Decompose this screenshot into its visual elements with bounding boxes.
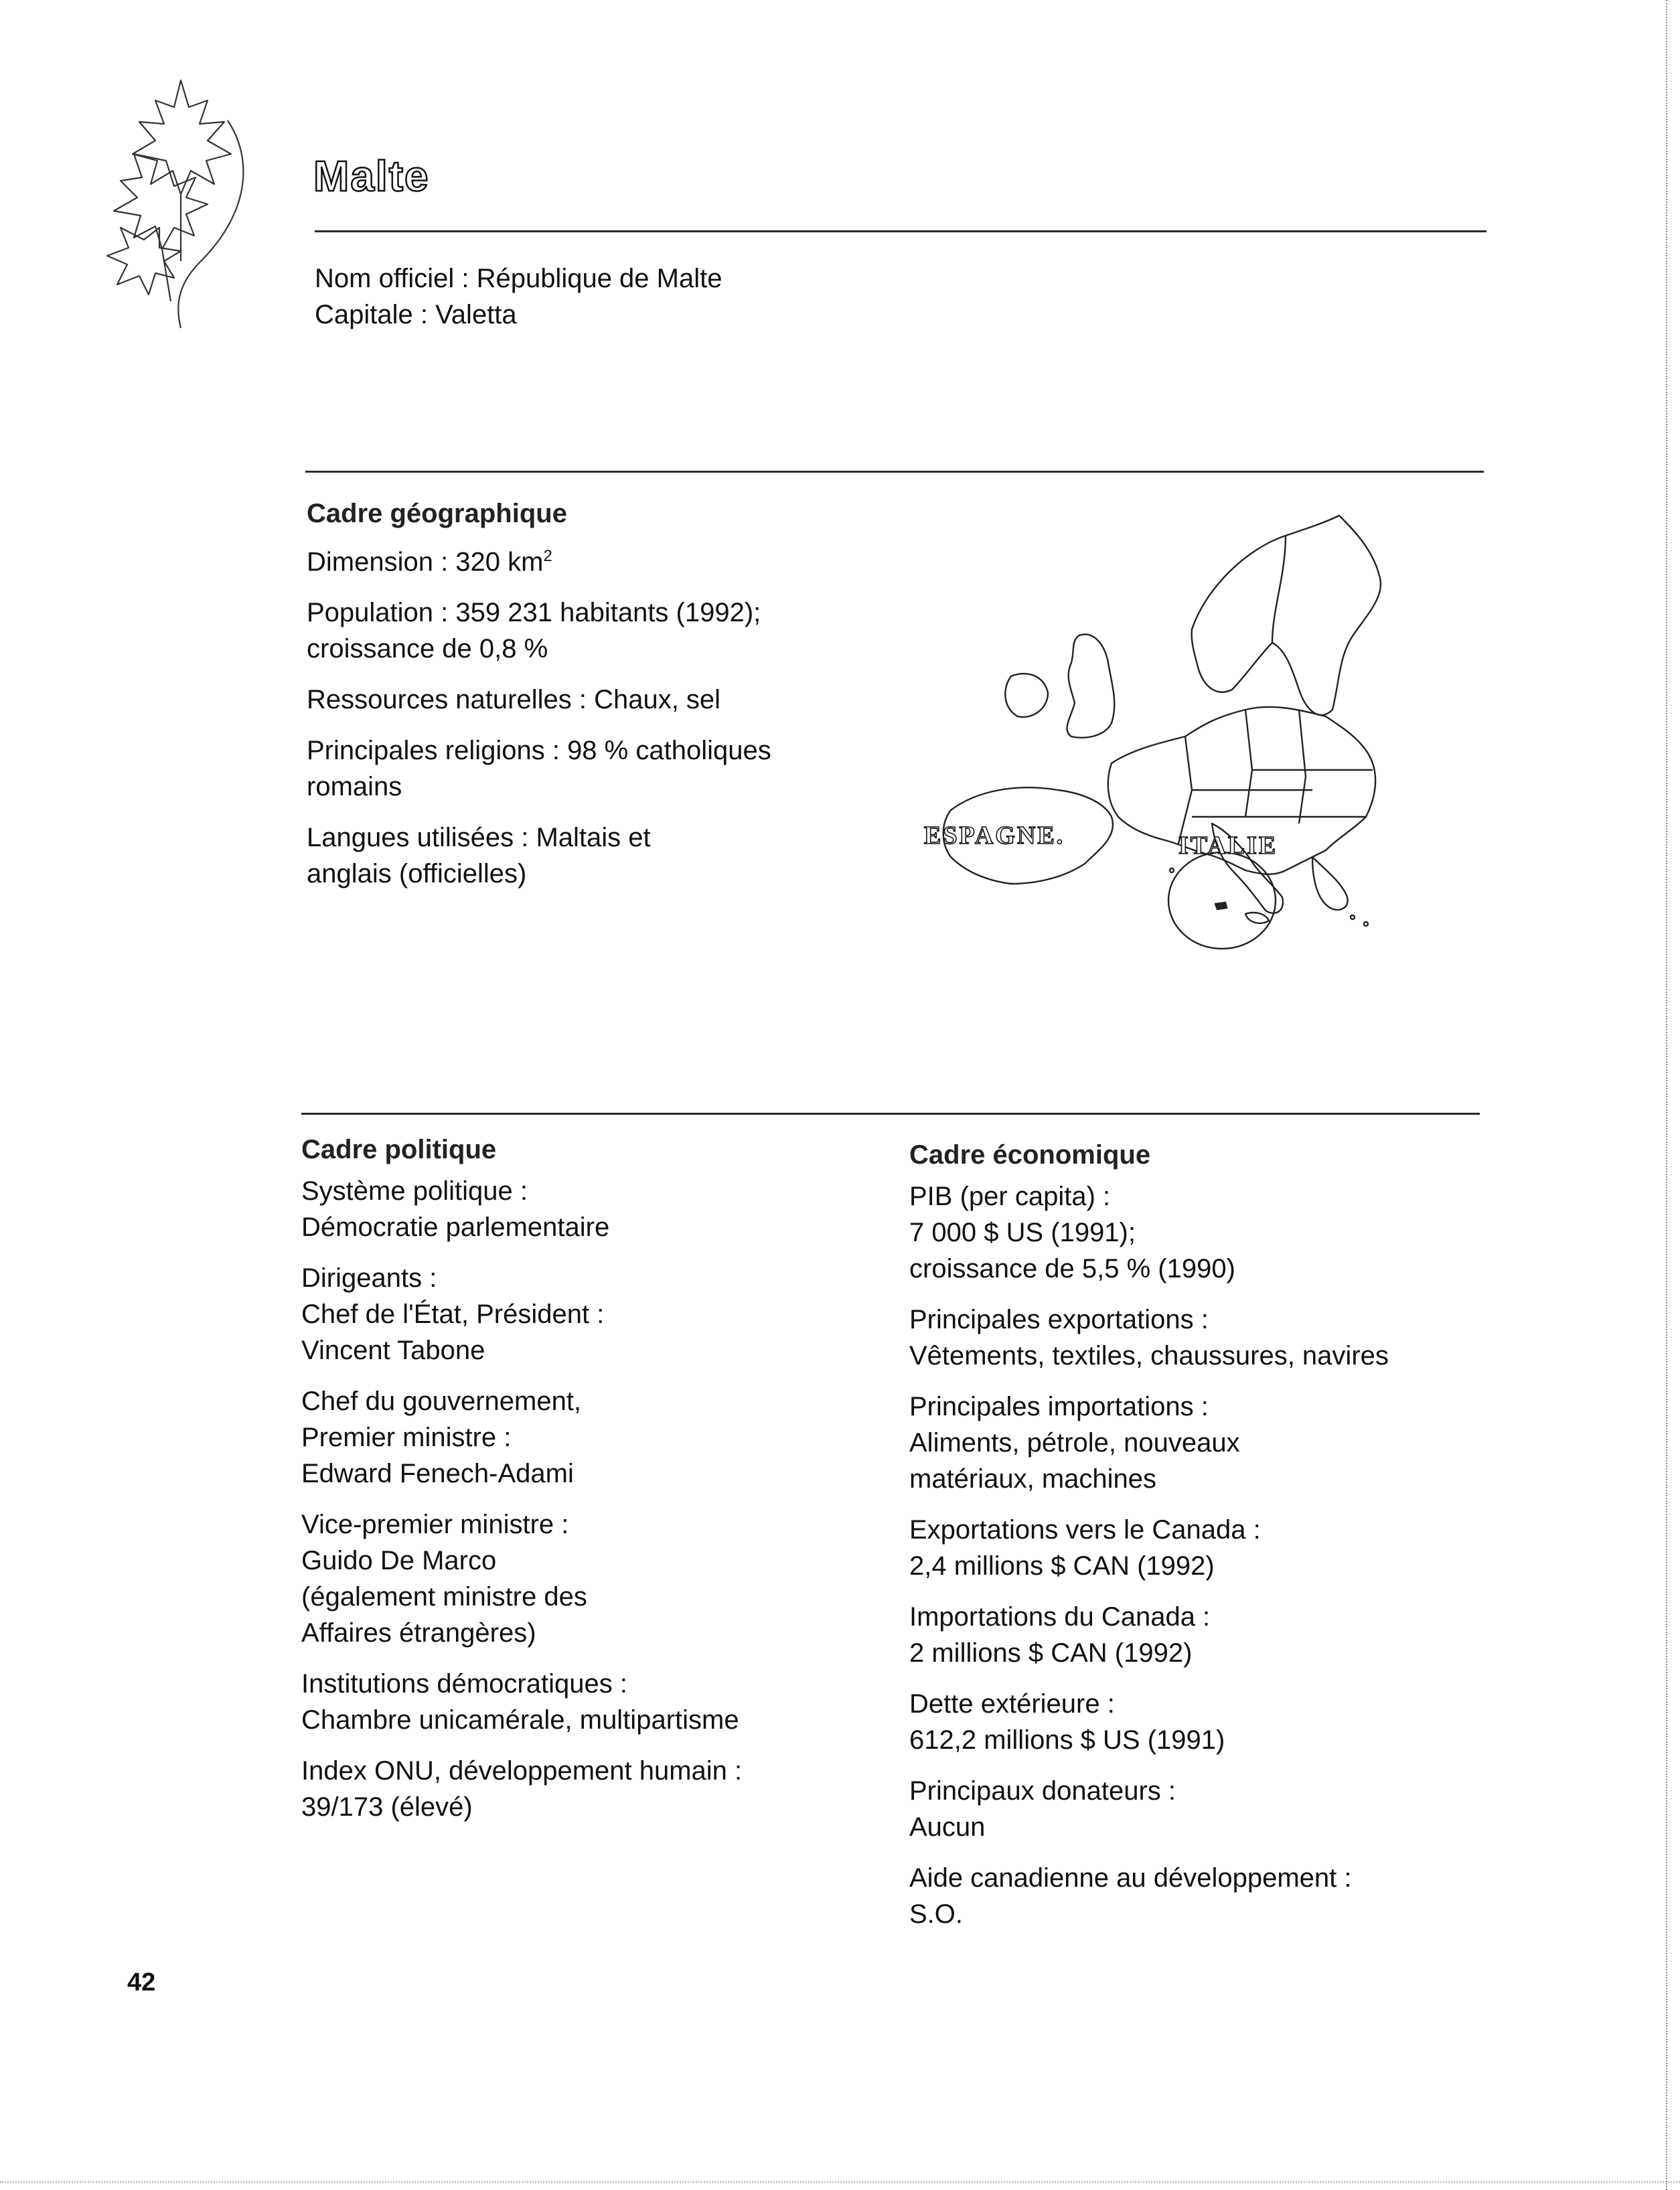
imports-canada-label: Importations du Canada : (909, 1602, 1211, 1632)
dimension-text: Dimension : 320 km (307, 547, 544, 577)
languages (307, 819, 771, 892)
languages-line-2: anglais (officielles) (307, 859, 527, 889)
geo-heading: Cadre géographique (307, 499, 567, 528)
deputy-value: Guido De Marco (301, 1546, 497, 1575)
leaders-label: Dirigeants : (301, 1263, 437, 1293)
imports-value-1: Aliments, pétrole, nouveaux (909, 1428, 1240, 1458)
gdp (909, 1178, 1389, 1287)
main-exports (909, 1302, 1389, 1374)
religions (307, 732, 771, 805)
main-imports (909, 1389, 1389, 1497)
exports-value: Vêtements, textiles, chaussures, navires (909, 1341, 1389, 1371)
main-donors (909, 1773, 1389, 1845)
population-line-1: Population : 359 231 habitants (1992); (307, 598, 761, 628)
deputy-note-1: (également ministre des (301, 1582, 587, 1612)
institutions-label: Institutions démocratiques : (301, 1669, 627, 1699)
uk-outline (1067, 634, 1115, 737)
institutions (301, 1666, 742, 1738)
exports-label: Principales exportations : (909, 1305, 1209, 1334)
page-title: Malte (313, 152, 430, 200)
institutions-value: Chambre unicamérale, multipartisme (301, 1705, 739, 1735)
political-system-value: Démocratie parlementaire (301, 1213, 610, 1242)
head-of-government (301, 1383, 742, 1492)
languages-line-1: Langues utilisées : Maltais et (307, 823, 651, 853)
scandinavia-outline (1192, 516, 1381, 715)
undp-value: 39/173 (élevé) (301, 1792, 473, 1822)
geo-divider (305, 471, 1484, 473)
external-debt (909, 1686, 1389, 1758)
head-of-state-label: Chef de l'État, Président : (301, 1300, 605, 1329)
undp-label: Index ONU, développement humain : (301, 1756, 743, 1786)
political-system (301, 1173, 742, 1245)
page-number: 42 (127, 1968, 156, 1997)
deputy-label: Vice-premier ministre : (301, 1510, 569, 1539)
aid-value: S.O. (909, 1899, 964, 1929)
ireland-outline (1005, 674, 1048, 717)
scan-edge-bottom (0, 2181, 1680, 2184)
aid-label: Aide canadienne au développement : (909, 1863, 1352, 1893)
map-label-spain: ESPAGNE. (924, 822, 1065, 850)
deputy-prime-minister (301, 1506, 742, 1651)
capital: Capitale : Valetta (315, 300, 517, 329)
population-line-2: croissance de 0,8 % (307, 634, 548, 664)
islands-dots-3 (1170, 868, 1174, 872)
scan-edge-right (1666, 0, 1669, 2190)
head-of-gov-line-2: Premier ministre : (301, 1423, 512, 1452)
exports-canada-label: Exportations vers le Canada : (909, 1515, 1261, 1545)
maple-leaf-logo (80, 60, 281, 341)
lower-divider (301, 1113, 1480, 1115)
donors-label: Principaux donateurs : (909, 1776, 1176, 1806)
header-divider (315, 230, 1486, 232)
head-of-gov-line-1: Chef du gouvernement, (301, 1387, 582, 1416)
greece-outline (1312, 857, 1348, 910)
malta-highlight-circle (1168, 852, 1276, 949)
debt-label: Dette extérieure : (909, 1689, 1115, 1719)
malta-island (1215, 903, 1227, 909)
gdp-value: 7 000 $ US (1991); (909, 1218, 1136, 1247)
imports-canada-value: 2 millions $ CAN (1992) (909, 1638, 1193, 1668)
gdp-label: PIB (per capita) : (909, 1182, 1111, 1211)
country-borders (1178, 710, 1373, 844)
sweden-border (1272, 536, 1286, 643)
exports-canada-value: 2,4 millions $ CAN (1992) (909, 1551, 1215, 1581)
economy-heading: Cadre économique (909, 1140, 1151, 1170)
head-of-state-value: Vincent Tabone (301, 1336, 485, 1365)
head-of-gov-value: Edward Fenech-Adami (301, 1459, 574, 1488)
geo-section (307, 495, 771, 892)
resources: Ressources naturelles : Chaux, sel (307, 685, 721, 715)
country-info (315, 260, 722, 333)
imports-from-canada (909, 1599, 1389, 1671)
donors-value: Aucun (909, 1812, 986, 1842)
dimension-sup: 2 (543, 547, 552, 565)
deputy-note-2: Affaires étrangères) (301, 1618, 536, 1648)
religions-line-1: Principales religions : 98 % catholiques (307, 736, 771, 766)
political-system-label: Système politique : (301, 1176, 528, 1206)
religions-line-2: romains (307, 772, 402, 802)
population (307, 595, 771, 667)
imports-value-2: matériaux, machines (909, 1464, 1157, 1494)
gdp-growth: croissance de 5,5 % (1990) (909, 1254, 1235, 1283)
canadian-aid (909, 1860, 1389, 1932)
politics-heading: Cadre politique (301, 1135, 497, 1164)
exports-to-canada (909, 1512, 1389, 1584)
undp-index (301, 1753, 742, 1825)
official-name: Nom officiel : République de Malte (315, 264, 722, 293)
debt-value: 612,2 millions $ US (1991) (909, 1725, 1225, 1755)
politics-section (301, 1131, 742, 1825)
economy-section (909, 1137, 1389, 1932)
sicily-outline (1245, 913, 1269, 923)
dimension (307, 538, 771, 580)
leaders (301, 1260, 742, 1368)
imports-label: Principales importations : (909, 1392, 1209, 1421)
map-label-italy: ITALIE (1178, 832, 1278, 860)
europe-map (911, 509, 1446, 964)
islands-dots (1351, 915, 1355, 919)
islands-dots-2 (1364, 922, 1368, 926)
